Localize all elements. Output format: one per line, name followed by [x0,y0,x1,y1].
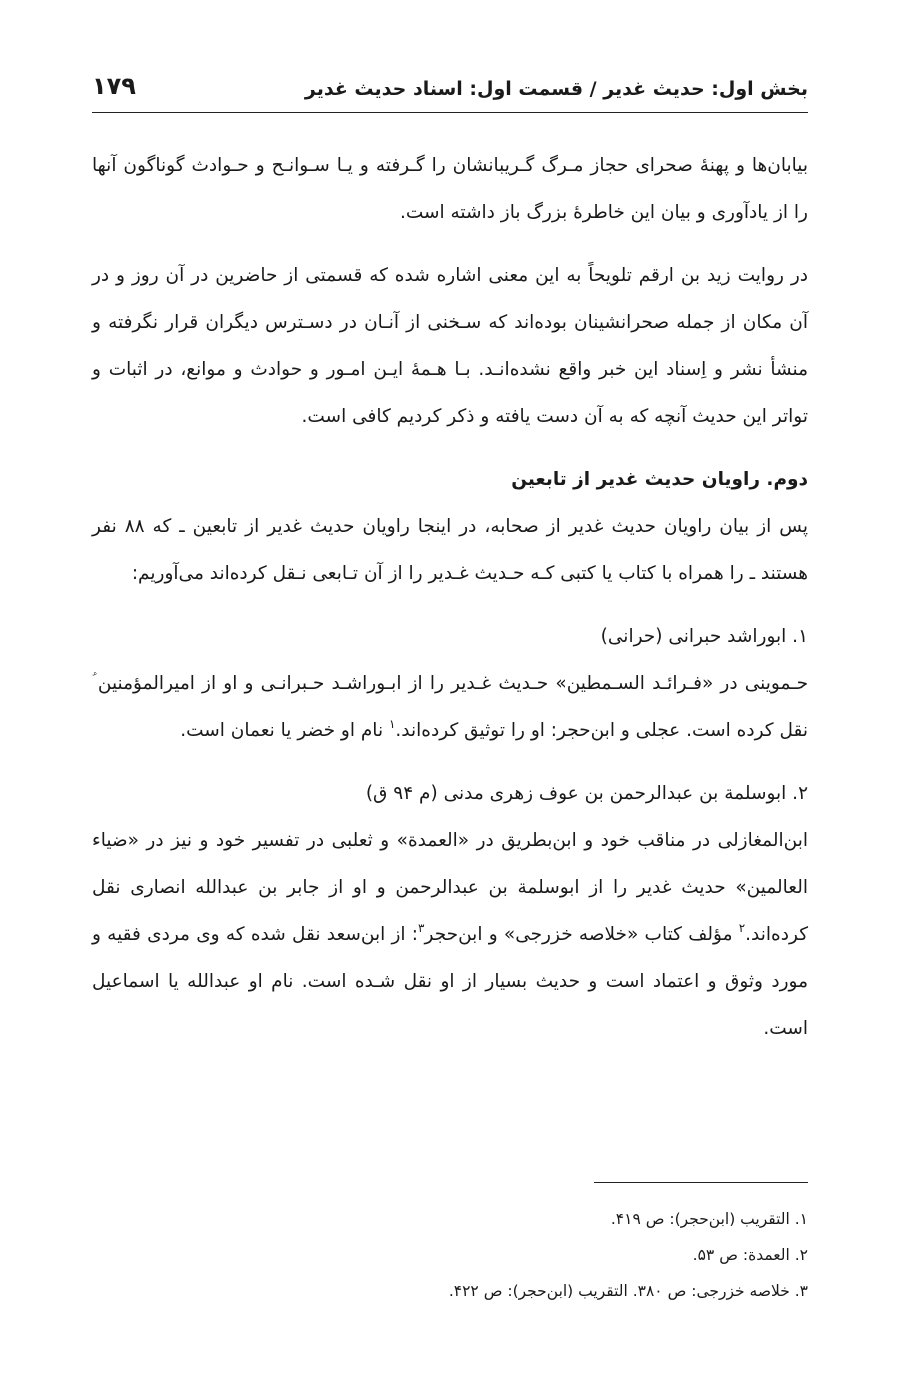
narrator-2-body-c: : از ابن‌سعد نقل شده که وی مردی فقیه و مورد وثوق و اعتماد است و حدیث بسیار از او نقل شـده است. نام او عبدالله یا اسماعیل است. [92,924,808,1039]
running-head: بخش اول: حدیث غدیر / قسمت اول: اسناد حدیث غدیر [304,78,808,100]
narrator-2-title: ۲. ابوسلمة بن عبدالرحمن بن عوف زهری مدنی (م ۹۴ ق) [365,783,808,804]
footnotes [92,1201,808,1309]
page-header [92,68,808,113]
narrator-2-text [92,817,808,1052]
paragraph-3: پس از بیان راویان حدیث غدیر از صحابه، در اینجا راویان حدیث غدیر از تابعین ـ که ۸۸ نفر هستند ـ را همراه با کتاب یا کتبی کـه حـدیث غـدیر را از آن تـابعی نـقل کرده‌اند می‌آوریم: [92,516,808,584]
footnote-divider [594,1182,808,1183]
footnote-1: ۱. التقریب (ابن‌حجر): ص ۴۱۹. [610,1210,808,1228]
narrator-1-title: ۱. ابوراشد حبرانی (حرانی) [600,626,808,647]
narrator-2-body-b: مؤلف کتاب «خلاصه خزرجی» و ابن‌حجر [424,924,739,945]
section-heading: دوم. راویان حدیث غدیر از تابعین [511,469,808,490]
paragraph-2: در روایت زید بن ارقم تلویحاً به این معنی اشاره شده که قسمتی از حاضرین در آن روز و در آن مکان از جمله صحرانشینان بوده‌اند که سـخنی از آنـان در دسـترس دیگران قرار نگرفته و منشأ نشر و اِسناد این خبر واقع نشده‌انـد. بـا هـمهٔ ایـن امـور و حوادث و موانع، در اثبات و تواتر این حدیث آنچه که به آن دست یافته و ذکر کردیم کافی است. [92,265,808,427]
page-number: ۱۷۹ [92,72,136,100]
footnote-ref-2: ۲ [738,921,746,935]
footnote-2: ۲. العمدة: ص ۵۳. [692,1246,808,1264]
footnote-ref-3: ۳ [418,921,425,935]
paragraph-1: بیابان‌ها و پهنهٔ صحرای حجاز مـرگ گـریبانشان را گـرفته و یـا سـوانـح و حـوادث گوناگون آنها را از یادآوری و بیان این خاطرهٔ بزرگ باز داشته است. [92,155,808,223]
narrator-1-text [92,660,808,754]
narrator-2-body-a: ابن‌المغازلی در مناقب خود و ابن‌بطریق در «العمدة» و ثعلبی در تفسیر خود و نیز در «ضیاء العالمین» حدیث غدیر را از ابوسلمة بن عبدالرحمن و او از جابر بن عبدالله انصاری نقل کرده‌اند. [92,830,808,945]
narrator-1-body: حـموینی در «فـرائـد السـمطین» حـدیث غـدیر را از ابـوراشـد حـبرانـی و او از امیرالمؤمنین ؑ نقل کرده است. عجلی و ابن‌حجر: او را توثیق کرده‌اند. [92,673,808,741]
footnote-3: ۳. خلاصه خزرجی: ص ۳۸۰. التقریب (ابن‌حجر): ص ۴۲۲. [448,1282,808,1300]
main-text [92,142,808,1052]
narrator-1-tail: نام او خضر یا نعمان است. [180,720,389,741]
footnote-ref-1: ۱ [388,717,396,731]
